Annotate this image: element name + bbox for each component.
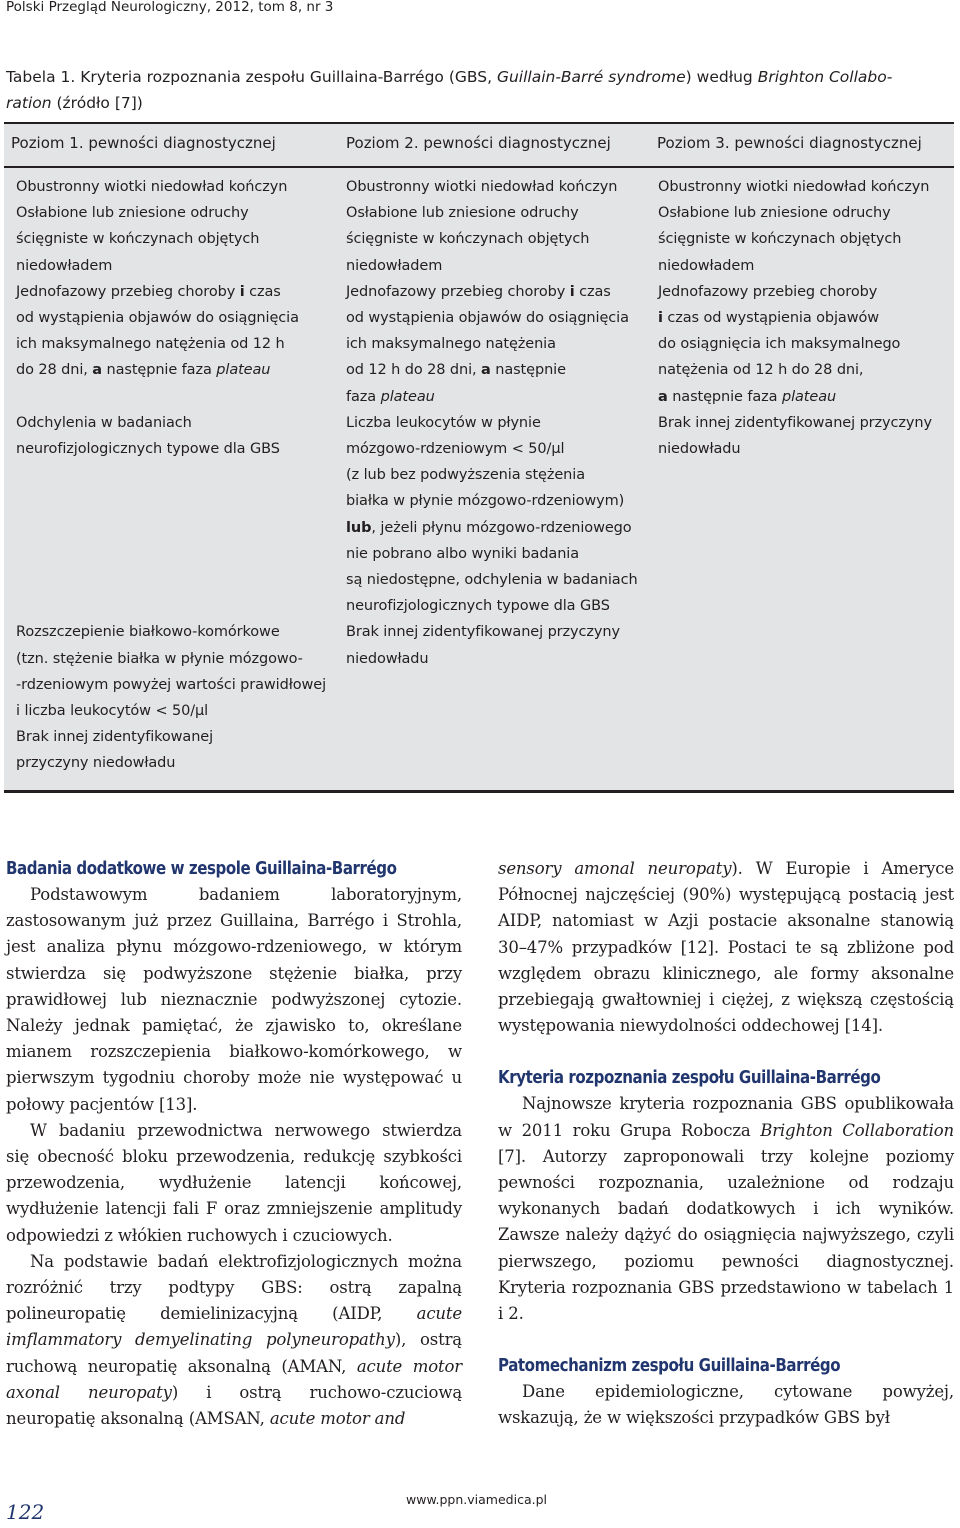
table-title: Tabela 1. Kryteria rozpoznania zespołu Guillaina-Barrégo (GBS, Guillain-Barré syndrome) według Brighton Collabo- ration (źródło [7]) [6, 68, 893, 112]
running-header: Polski Przegląd Neurologiczny, 2012, tom 8, nr 3 [6, 0, 334, 15]
section-heading-kryteria: Kryteria rozpoznania zespołu Guillaina-Barrégo [498, 1068, 881, 1089]
table-top-rule [4, 122, 954, 124]
column-header-level-1: Poziom 1. pewności diagnostycznej [11, 134, 276, 152]
column-header-level-2: Poziom 2. pewności diagnostycznej [346, 134, 611, 152]
column-level-3: Obustronny wiotki niedowład kończyn Osłabione lub zniesione odruchy ścięgniste w kończynach objętych niedowładem Jednofazowy przebieg choroby i czas od wystąpienia objawów do osiągnięcia ich maksymalnego natężenia od 12 h do 28 dni, a następnie faza plateau Brak innej zidentyfikowanej przyczyny niedowładu [658, 179, 932, 458]
article-column-left [6, 856, 462, 1432]
paragraph: sensory amonal neuropaty). W Europie i Ameryce Północnej najczęściej (90%) występującą postacią jest AIDP, natomiast w Azji postacie aksonalne stanowią 30–47% przypadków [12]. Postaci te są zbliżone pod względem obrazu klinicznego, ale formy aksonalne przebiegają gwałtowniej i ciężej, z większą częstością występowania niewydolności oddechowej [14]. [498, 859, 954, 1036]
column-level-1: Obustronny wiotki niedowład kończyn Osłabione lub zniesione odruchy ścięgniste w kończynach objętych niedowładem Jednofazowy przebieg choroby i czas od wystąpienia objawów do osiągnięcia ich maksymalnego natężenia od 12 h do 28 dni, a następnie faza plateau Odchylenia w badaniach neurofizjologicznych typowe dla GBS Rozszczepienie białkowo-komórkowe (tzn. stężenie białka w płynie mózgowo- -rdzeniowym powyżej wartości prawidłowej i liczba leukocytów < 50/μl Brak innej zidentyfikowanej przyczyny niedowładu [16, 179, 326, 772]
column-level-2: Obustronny wiotki niedowład kończyn Osłabione lub zniesione odruchy ścięgniste w kończynach objętych niedowładem Jednofazowy przebieg choroby i czas od wystąpienia objawów do osiągnięcia ich maksymalnego natężenia od 12 h do 28 dni, a następnie faza plateau Liczba leukocytów w płynie mózgowo-rdzeniowym < 50/μl (z lub bez podwyższenia stężenia białka w płynie mózgowo-rdzeniowym) lub, jeżeli płynu mózgowo-rdzeniowego nie pobrano albo wyniki badania są niedostępne, odchylenia w badaniach neurofizjologicznych typowe dla GBS Brak innej zidentyfikowanej przyczyny niedowładu [346, 179, 638, 667]
paragraph: Na podstawie badań elektrofizjologicznych można rozróżnić trzy podtypy GBS: ostrą zapalną polineuropatię demielinizacyjną (AIDP, acute imflammatory demyelinating polyneuropathy), ostrą ruchową neuropatię aksonalną (AMAN, acute motor axonal neuropaty) i ostrą ruchowo-czuciową neuropatię aksonalną (AMSAN, acute motor and [6, 1251, 463, 1429]
paragraph: Dane epidemiologiczne, cytowane powyżej, wskazują, że w większości przypadków GBS był [498, 1382, 954, 1428]
paragraph: Najnowsze kryteria rozpoznania GBS opublikowała w 2011 roku Grupa Robocza Brighton Collaboration [7]. Autorzy zaproponowali trzy kolejne poziomy pewności rozpoznania, uzależnione od rodzaju wykonanych badań dodatkowych i ich wyników. Zawsze należy dążyć do osiągnięcia najwyższego, czyli pierwszego, poziomu pewności diagnostycznej. Kryteria rozpoznania GBS przedstawiono w tabelach 1 i 2. [498, 1094, 954, 1324]
section-heading-patomechanizm: Patomechanizm zespołu Guillaina-Barrégo [498, 1356, 841, 1377]
column-header-level-3: Poziom 3. pewności diagnostycznej [657, 134, 922, 152]
section-heading-badania: Badania dodatkowe w zespole Guillaina-Barrégo [6, 859, 397, 879]
paragraph: W badaniu przewodnictwa nerwowego stwierdza się obecność bloku przewodzenia, redukcję szybkości przewodzenia, wydłużenie latencji końcowej, wydłużenie latencji fali F oraz zmniejszenie amplitudy odpowiedzi z włókien ruchowych i czuciowych. [6, 1120, 462, 1245]
paragraph: Podstawowym badaniem laboratoryjnym, zastosowanym już przez Guillaina, Barrégo i Strohla, jest analiza płynu mózgowo-rdzeniowego, w którym stwierdza się podwyższone stężenie białka, przy prawidłowej lub nieznacznie podwyższonej cytozie. Należy jednak pamiętać, że zjawisko to, określane mianem rozszczepienia białkowo-komórkowego, w pierwszym tygodniu choroby może nie występować u połowy pacjentów [13]. [6, 885, 462, 1114]
article-column-right [498, 856, 954, 1432]
footer-url: www.ppn.viamedica.pl [406, 1492, 547, 1507]
criteria-table [4, 122, 954, 793]
table-header-rule [4, 166, 954, 168]
page-number: 122 [6, 1500, 45, 1524]
